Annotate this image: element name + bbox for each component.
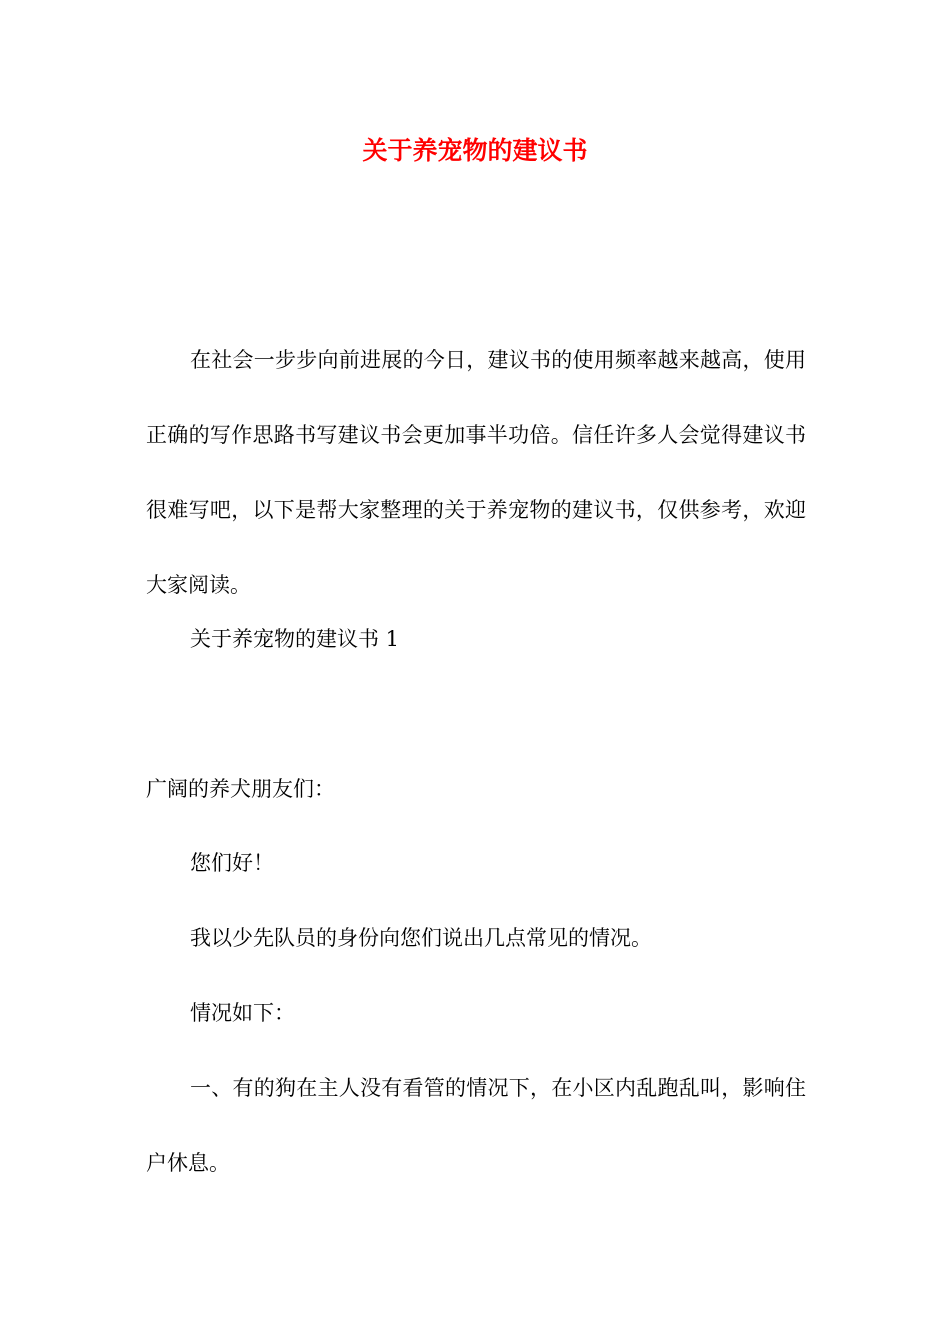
document-title: 关于养宠物的建议书 — [362, 136, 588, 165]
greeting: 您们好！ — [190, 851, 274, 875]
salutation: 广阔的养犬朋友们： — [146, 777, 335, 801]
section-heading: 关于养宠物的建议书 1 — [190, 627, 400, 651]
paragraph-intro-situation: 我以少先队员的身份向您们说出几点常见的情况。 — [190, 926, 652, 950]
paragraph-situations-label: 情况如下： — [190, 1001, 295, 1025]
paragraph-situation-one: 一、有的狗在主人没有看管的情况下，在小区内乱跑乱叫，影响住户休息。 — [146, 1076, 806, 1175]
intro-paragraph: 在社会一步步向前进展的今日，建议书的使用频率越来越高，使用正确的写作思路书写建议书会更加事半功倍。信任许多人会觉得建议书很难写吧，以下是帮大家整理的关于养宠物的建议书，仅供参考，欢迎大家阅读。 — [146, 348, 806, 597]
